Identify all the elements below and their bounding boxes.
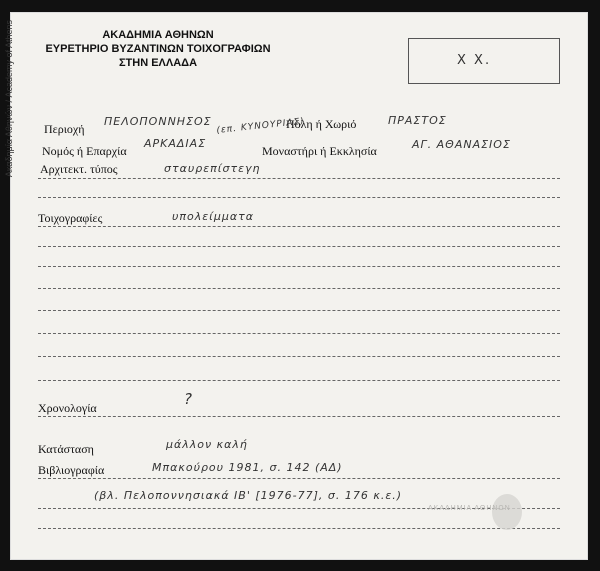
side-label [4, 20, 18, 210]
dotted-line [38, 197, 560, 198]
reference-code: Χ Χ. [457, 53, 492, 68]
academy-seal-watermark [492, 494, 522, 530]
reference-box [408, 38, 560, 84]
perioxi-label: Περιοχή [44, 122, 85, 136]
toixografies-label: Τοιχογραφίες [38, 211, 103, 225]
dotted-line [38, 246, 560, 247]
bibliografia-value-1: Μπακούρου 1981, σ. 142 (ΑΔ) [152, 461, 343, 474]
card-header [38, 28, 278, 70]
arxitekt-label: Αρχιτεκτ. τύπος [40, 162, 118, 176]
bibliografia-value-2: (βλ. Πελοποννησιακά ΙΒ' [1976-77], σ. 176 κ.ε.) [94, 489, 403, 502]
header-line-2: ΕΥΡΕΤΗΡΙΟ ΒΥΖΑΝΤΙΝΩΝ ΤΟΙΧΟΓΡΑΦΙΩΝ [45, 43, 271, 55]
dotted-line [38, 380, 560, 381]
moni-value: ΑΓ. ΑΘΑΝΑΣΙΟΣ [412, 138, 511, 151]
dotted-line [38, 478, 560, 479]
moni-label: Μοναστήρι ή Εκκλησία [262, 144, 377, 158]
dotted-line [38, 528, 560, 529]
poli-label: Πόλη ή Χωριό [286, 117, 357, 131]
dotted-line [38, 288, 560, 289]
dotted-line [38, 178, 560, 179]
xronologia-label: Χρονολογία [38, 401, 97, 415]
xronologia-value: ? [184, 390, 193, 408]
dotted-line [38, 356, 560, 357]
dotted-line [38, 266, 560, 267]
header-line-1: ΑΚΑΔΗΜΙΑ ΑΘΗΝΩΝ [102, 29, 214, 41]
side-label-text: Ακαδημία Αθηνών / Academy of Athens [4, 20, 14, 178]
watermark-text: ΑΚΑΔΗΜΙΑ ΑΘΗΝΩΝ [428, 505, 511, 512]
nomos-note: (επ. ΚΥΝΟΥΡΙΑΣ) [216, 116, 306, 136]
header-line-3: ΣΤΗΝ ΕΛΛΑΔΑ [118, 57, 198, 69]
katastasi-value: μάλλον καλή [166, 438, 248, 451]
katastasi-label: Κατάσταση [38, 442, 94, 456]
dotted-line [38, 310, 560, 311]
poli-value: ΠΡΑΣΤΟΣ [388, 114, 447, 127]
dotted-line [38, 416, 560, 417]
dotted-line [38, 226, 560, 227]
dotted-line [38, 333, 560, 334]
nomos-label: Νομός ή Επαρχία [42, 144, 127, 158]
arxitekt-value: σταυρεπίστεγη [164, 162, 261, 175]
bibliografia-label: Βιβλιογραφία [38, 463, 105, 477]
nomos-value: ΑΡΚΑΔΙΑΣ [144, 137, 207, 150]
perioxi-value: ΠΕΛΟΠΟΝΝΗΣΟΣ [104, 115, 212, 128]
toixografies-value: υπολείμματα [172, 210, 255, 223]
